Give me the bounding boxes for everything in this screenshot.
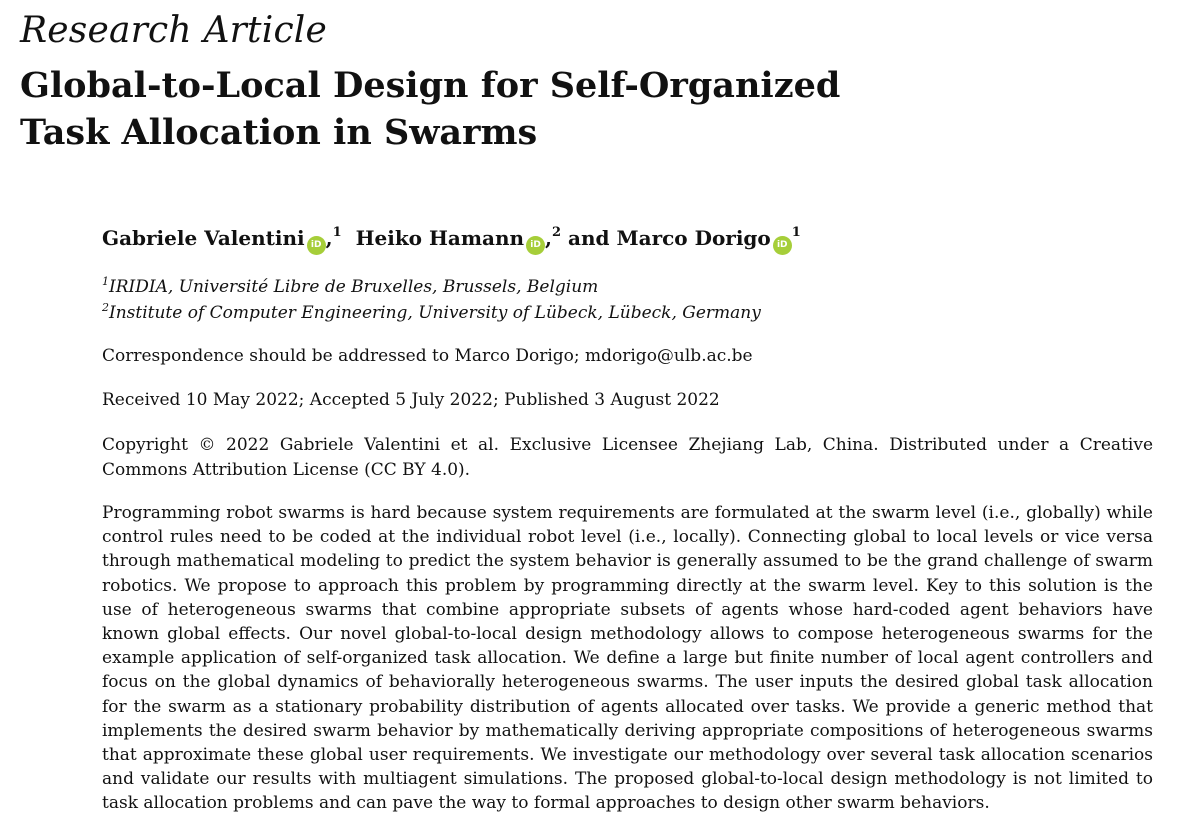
- author-affiliation-marker: 2: [552, 225, 562, 240]
- author-affiliation-marker: 1: [332, 225, 342, 240]
- affiliations: [102, 274, 761, 326]
- affiliation-text: Institute of Computer Engineering, University of Lübeck, Lübeck, Germany: [109, 303, 761, 323]
- author-separator: ,: [325, 226, 333, 250]
- author-affiliation-marker: 1: [791, 225, 801, 240]
- affiliation-text: IRIDIA, Université Libre de Bruxelles, Brussels, Belgium: [109, 277, 599, 297]
- correspondence-note: Correspondence should be addressed to Marco Dorigo; mdorigo@ulb.ac.be: [102, 346, 753, 366]
- affiliation-number: 1: [102, 275, 109, 288]
- affiliation-item: [102, 300, 761, 326]
- orcid-icon[interactable]: iD: [526, 236, 545, 255]
- author-list: [102, 226, 801, 255]
- orcid-icon[interactable]: iD: [307, 236, 326, 255]
- author-separator: ,: [545, 226, 553, 250]
- publication-dates: Received 10 May 2022; Accepted 5 July 2022; Published 3 August 2022: [102, 390, 720, 410]
- copyright-notice: Copyright © 2022 Gabriele Valentini et al. Exclusive Licensee Zhejiang Lab, China. Distributed under a Creative Commons Attribution License (CC BY 4.0).: [102, 435, 1153, 480]
- article-title: Global-to-Local Design for Self-Organized Task Allocation in Swarms: [20, 65, 841, 153]
- article-type-label: Research Article: [20, 10, 328, 51]
- orcid-icon[interactable]: iD: [773, 236, 792, 255]
- author-name[interactable]: Gabriele Valentini: [102, 226, 305, 250]
- abstract-text: Programming robot swarms is hard because system requirements are formulated at the swarm level (i.e., globally) while control rules need to be coded at the individual robot level (i.e., locally). Connecting global to local levels or vice versa through mathematical modeling to predict the system behavior is generally assumed to be the grand challenge of swarm robotics. We propose to approach this problem by programming directly at the swarm level. Key to this solution is the use of heterogeneous swarms that combine appropriate subsets of agents whose hard-coded agent behaviors have known global effects. Our novel global-to-local design methodology allows to compose heterogeneous swarms for the example application of self-organized task allocation. We define a large but finite number of local agent controllers and focus on the global dynamics of behaviorally heterogeneous swarms. The user inputs the desired global task allocation for the swarm as a stationary probability distribution of agents allocated over tasks. We provide a generic method that implements the desired swarm behavior by mathematically deriving appropriate compositions of heterogeneous swarms that approximate these global user requirements. We investigate our methodology over several task allocation scenarios and validate our results with multiagent simulations. The proposed global-to-local design methodology is not limited to task allocation problems and can pave the way to formal approaches to design other swarm behaviors.: [102, 503, 1153, 814]
- author-name[interactable]: Marco Dorigo: [616, 226, 771, 250]
- affiliation-number: 2: [102, 301, 109, 314]
- affiliation-item: [102, 274, 761, 300]
- author-conjunction: and: [568, 226, 610, 250]
- author-name[interactable]: Heiko Hamann: [355, 226, 525, 250]
